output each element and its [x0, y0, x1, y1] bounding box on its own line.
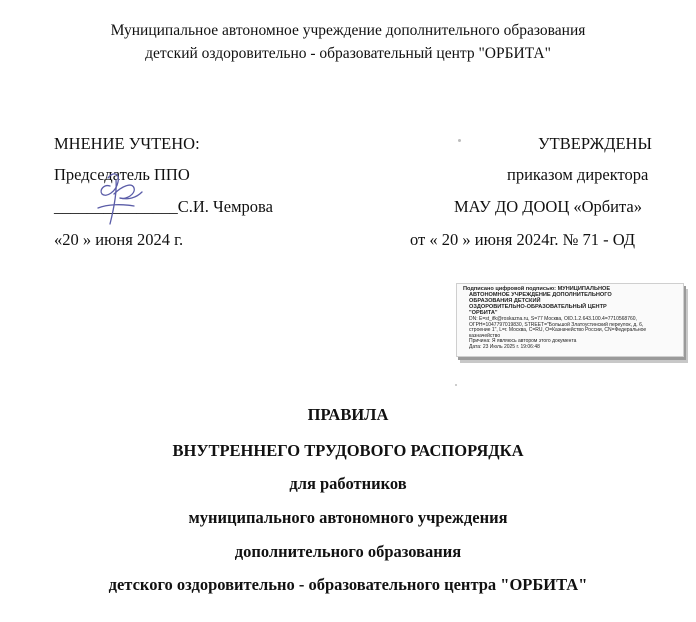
org-header-line1: Муниципальное автономное учреждение дополнительного образования — [110, 22, 586, 39]
digital-signature-stamp — [456, 283, 684, 357]
org-header-line2: детский оздоровительно - образовательный центр "ОРБИТА" — [145, 45, 551, 62]
approval-left-signature-line: _______________С.И. Чемрова — [54, 197, 273, 216]
approval-right-org: МАУ ДО ДООЦ «Орбита» — [454, 197, 642, 216]
signature-line: ОБРАЗОВАНИЯ ДЕТСКИЙ — [469, 298, 541, 304]
approval-right-title: УТВЕРЖДЕНЫ — [538, 134, 652, 153]
signature-line: Причина: Я являюсь автором этого документа — [469, 338, 577, 344]
doc-title-line4: муниципального автономного учреждения — [188, 508, 508, 527]
doc-title-line3: для работников — [289, 474, 407, 493]
signature-line: ОГРН=1047797019830, STREET="Большой Златоустинский переулок, д. 6, — [469, 321, 644, 328]
approval-left-title: МНЕНИЕ УЧТЕНО: — [54, 134, 200, 153]
signature-line: DN: E=st_ifk@roskazna.ru, S=77 Москва, OID.1.2.643.100.4=7710568760, — [469, 316, 637, 322]
signature-line: строение 1", L=г. Москва, C=RU, O=Казначейство России, CN=Федеральное — [469, 327, 647, 333]
signature-line: Дата: 23 Июль 2025 г. 19:06:48 — [469, 343, 540, 350]
doc-title-line6: детского оздоровительно - образовательного центра "ОРБИТА" — [108, 575, 588, 594]
doc-title-line2: ВНУТРЕННЕГО ТРУДОВОГО РАСПОРЯДКА — [172, 441, 524, 460]
approval-right-order: приказом директора — [507, 165, 649, 184]
signature-line: ОЗДОРОВИТЕЛЬНО-ОБРАЗОВАТЕЛЬНЫЙ ЦЕНТР — [469, 304, 607, 310]
signature-line: Подписано цифровой подписью: МУНИЦИПАЛЬНОЕ — [463, 286, 611, 292]
scan-speck — [458, 139, 461, 142]
approval-left-date: «20 » июня 2024 г. — [54, 230, 184, 249]
doc-title-line1: ПРАВИЛА — [307, 405, 389, 424]
approval-left-role: Председатель ППО — [54, 165, 190, 184]
doc-title-line5: дополнительного образования — [234, 542, 462, 561]
handwritten-signature — [90, 168, 150, 230]
signature-line: "ОРБИТА" — [469, 310, 498, 316]
signature-line: АВТОНОМНОЕ УЧРЕЖДЕНИЕ ДОПОЛНИТЕЛЬНОГО — [469, 292, 612, 298]
approval-right-date-number: от « 20 » июня 2024г. № 71 - ОД — [410, 230, 636, 249]
scan-speck — [455, 384, 457, 386]
signature-line: казначейство — [469, 332, 501, 339]
